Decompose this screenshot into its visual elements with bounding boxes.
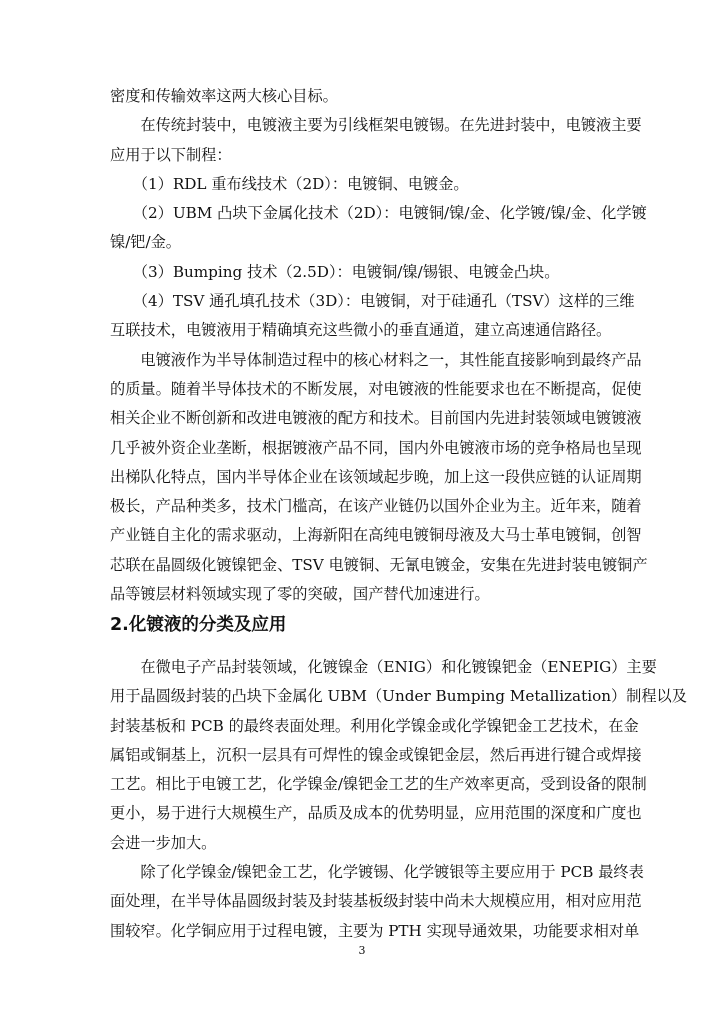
text-line: 在传统封装中，电镀液主要为引线框架电镀锡。在先进封装中，电镀液主要 xyxy=(110,116,642,135)
page-number: 3 xyxy=(358,944,366,957)
text-line: （1）RDL 重布线技术（2D）：电镀铜、电镀金。 xyxy=(110,174,469,193)
text-line: 极长，产品种类多，技术门槛高，在该产业链仍以国外企业为主。近年来，随着 xyxy=(110,497,642,516)
text-line: 芯联在晶圆级化镀镍钯金、TSV 电镀铜、无氰电镀金，安集在先进封装电镀铜产 xyxy=(110,555,648,574)
text-line: （4）TSV 通孔填孔技术（3D）：电镀铜，对于硅通孔（TSV）这样的三维 xyxy=(110,292,635,311)
text-line: 镍/钯/金。 xyxy=(110,233,181,252)
text-line: 产业链自主化的需求驱动，上海新阳在高纯电镀铜母液及大马士革电镀铜，创智 xyxy=(110,526,642,545)
text-line: 会进一步加大。 xyxy=(110,833,217,852)
text-line: 在微电子产品封装领域，化镀镍金（ENIG）和化镀镍钯金（ENEPIG）主要 xyxy=(110,658,657,676)
text-line: 出梯队化特点，国内半导体企业在该领域起步晚，加上这一段供应链的认证周期 xyxy=(110,467,642,486)
text-line: 围较窄。化学铜应用于过程电镀，主要为 PTH 实现导通效果，功能要求相对单 xyxy=(110,921,640,940)
text-line: 用于晶圆级封装的凸块下金属化 UBM（Under Bumping Metallization）制程以及 xyxy=(110,687,687,706)
text-line: 品等镀层材料领域实现了零的突破，国产替代加速进行。 xyxy=(110,585,490,604)
text-line: 密度和传输效率这两大核心目标。 xyxy=(110,87,338,105)
text-line: 互联技术，电镀液用于精确填充这些微小的垂直通道，建立高速通信路径。 xyxy=(110,321,612,340)
text-line: 应用于以下制程： xyxy=(110,145,232,164)
section1-text xyxy=(110,82,648,609)
text-line: 除了化学镍金/镍钯金工艺，化学镀锡、化学镀银等主要应用于 PCB 最终表 xyxy=(110,863,644,882)
text-line: 的质量。随着半导体技术的不断发展，对电镀液的性能要求也在不断提高，促使 xyxy=(110,379,642,398)
text-line: 相关企业不断创新和改进电镀液的配方和技术。目前国内先进封装领域电镀镀液 xyxy=(110,409,642,428)
text-line: （2）UBM 凸块下金属化技术（2D）：电镀铜/镍/金、化学镀/镍/金、化学镀 xyxy=(110,204,647,223)
text-line: 更小，易于进行大规模生产，品质及成本的优势明显，应用范围的深度和广度也 xyxy=(110,804,642,823)
text-line: （3）Bumping 技术（2.5D）：电镀铜/镍/锡银、电镀金凸块。 xyxy=(110,262,560,281)
text-line: 几乎被外资企业垄断，根据镀液产品不同，国内外电镀液市场的竞争格局也呈现 xyxy=(110,438,642,457)
text-line: 工艺。相比于电镀工艺，化学镍金/镍钯金工艺的生产效率更高，受到设备的限制 xyxy=(110,775,647,794)
text-line: 封装基板和 PCB 的最终表面处理。利用化学镍金或化学镍钯金工艺技术，在金 xyxy=(110,716,639,735)
text-line: 面处理，在半导体晶圆级封装及封装基板级封装中尚未大规模应用，相对应用范 xyxy=(110,892,642,911)
text-line: 属铝或铜基上，沉积一层具有可焊性的镍金或镍钯金层，然后再进行键合或焊接 xyxy=(110,745,642,764)
section-heading: 2.化镀液的分类及应用 xyxy=(110,615,287,635)
text-line: 电镀液作为半导体制造过程中的核心材料之一，其性能直接影响到最终产品 xyxy=(110,350,642,369)
section2-text xyxy=(110,653,687,946)
